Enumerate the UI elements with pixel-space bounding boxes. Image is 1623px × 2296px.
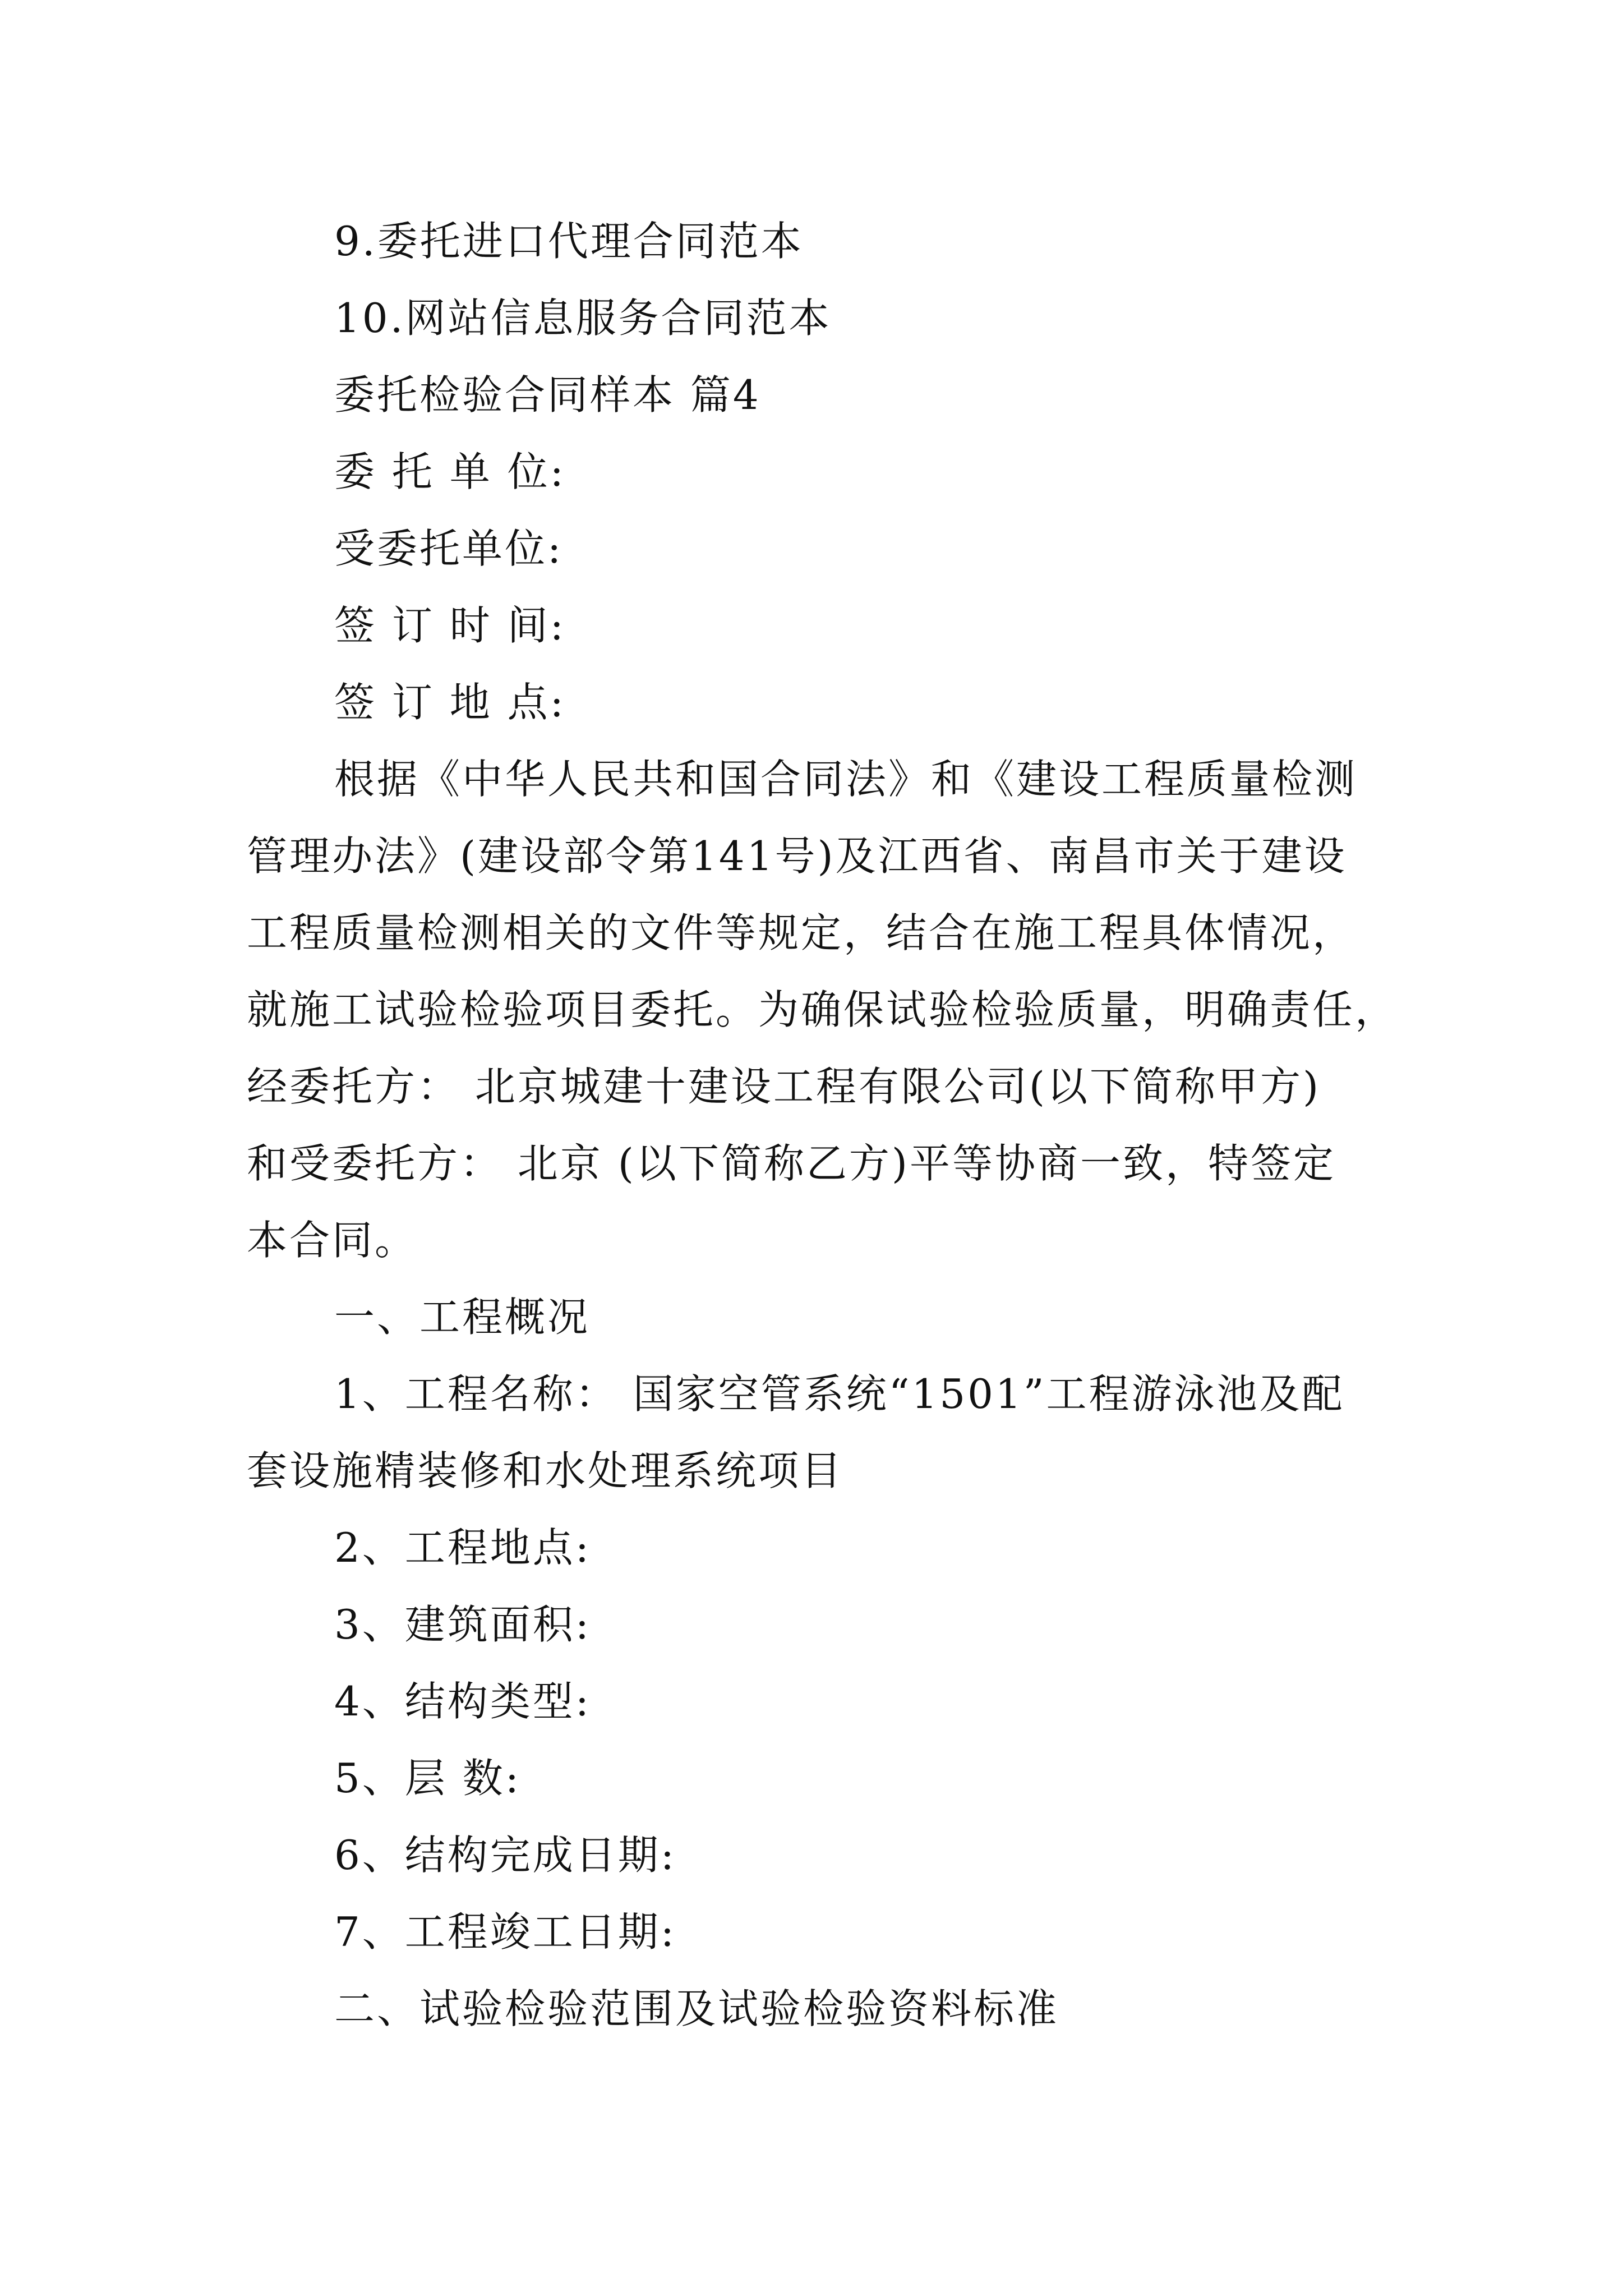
project-name-line-2: 套设施精装修和水处理系统项目 xyxy=(247,1447,844,1494)
section-title: 委托检验合同样本 篇4 xyxy=(334,371,761,418)
field-signing-place: 签 订 地 点: xyxy=(334,679,566,726)
field-entrusting-unit: 委 托 单 位: xyxy=(334,448,566,495)
field-floor-count: 5、层 数: xyxy=(334,1755,521,1802)
intro-paragraph-line-7: 本合同。 xyxy=(247,1217,418,1264)
intro-paragraph-line-5: 经委托方： 北京城建十建设工程有限公司(以下简称甲方) xyxy=(247,1063,1321,1110)
intro-paragraph-line-2: 管理办法》(建设部令第141号)及江西省、南昌市关于建设 xyxy=(247,832,1347,880)
field-signing-time: 签 订 时 间: xyxy=(334,602,566,649)
field-project-completion-date: 7、工程竣工日期: xyxy=(334,1908,677,1955)
intro-paragraph-line-6: 和受委托方： 北京 (以下简称乙方)平等协商一致，特签定 xyxy=(247,1140,1336,1187)
section-two-heading: 二、试验检验范围及试验检验资料标准 xyxy=(334,1985,1059,2032)
section-one-heading: 一、工程概况 xyxy=(334,1294,591,1341)
list-item-9: 9.委托进口代理合同范本 xyxy=(334,218,804,265)
field-project-location: 2、工程地点: xyxy=(334,1524,592,1571)
project-name-line-1: 1、工程名称： 国家空管系统“1501”工程游泳池及配 xyxy=(334,1370,1345,1418)
field-entrusted-unit: 受委托单位: xyxy=(334,525,564,572)
list-item-10: 10.网站信息服务合同范本 xyxy=(334,295,832,342)
field-building-area: 3、建筑面积: xyxy=(334,1601,592,1648)
field-structure-completion-date: 6、结构完成日期: xyxy=(334,1832,677,1879)
field-structure-type: 4、结构类型: xyxy=(334,1678,592,1725)
intro-paragraph-line-4: 就施工试验检验项目委托。为确保试验检验质量，明确责任， xyxy=(247,986,1398,1033)
intro-paragraph-line-3: 工程质量检测相关的文件等规定，结合在施工程具体情况， xyxy=(247,909,1355,956)
intro-paragraph-line-1: 根据《中华人民共和国合同法》和《建设工程质量检测 xyxy=(334,756,1358,803)
